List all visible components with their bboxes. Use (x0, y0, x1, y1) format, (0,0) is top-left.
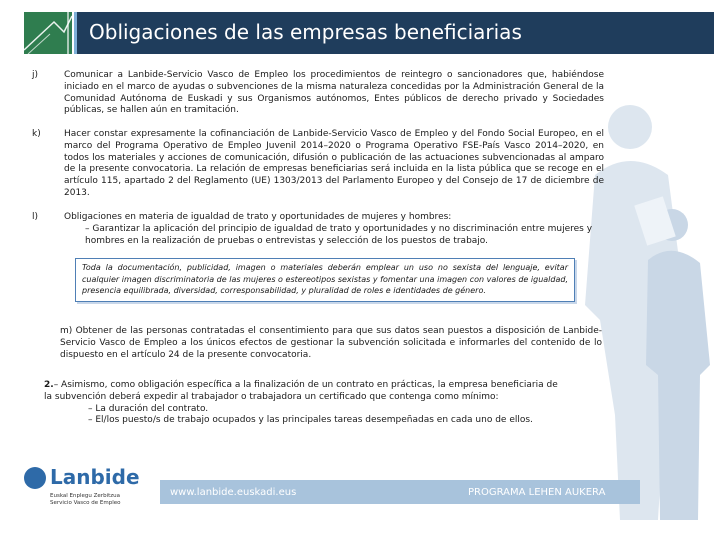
footer-url-link[interactable]: www.lanbide.euskadi.eus (170, 487, 297, 498)
section-2-bullet: – La duración del contrato. (88, 403, 209, 414)
list-item-text: Hacer constar expresamente la cofinanciación de Lanbide-Servicio Vasco de Empleo y del Fondo Social Europeo, en el marco del Programa Operativo de Empleo Juvenil 2014–2020 o Programa Operativo FSE-País Vasco 2014–2020, en todos los materiales y acciones de comunicación, difusión o publicación de las actuaciones subvencionadas al amparo de la presente convocatoria. La relación de empresas beneficiarias será incluida en la lista pública que se recoge en el artículo 115, apartado 2 del Reglamento (UE) 1303/2013 del Parlamento Europeo y del Consejo de 17 de diciembre de 2013. (64, 129, 604, 198)
list-item-letter: j) (32, 70, 39, 80)
logo-subtitle-line: Euskal Enplegu Zerbitzua (50, 493, 120, 499)
header-bar (74, 12, 714, 54)
lanbide-logo (24, 465, 140, 525)
header-decoration-icon (24, 12, 72, 54)
list-sub-item: – Garantizar la aplicación del principio de igualdad de trato y oportunidades y no discriminación entre mujeres y hombres en la realización de pruebas o entrevistas y selección de los puestos de trabajo. (85, 224, 593, 246)
page-title: Obligaciones de las empresas beneficiarias (89, 20, 522, 44)
section-2-bullet: – El/los puesto/s de trabajo ocupados y las principales tareas desempeñadas en cada uno de ellos. (88, 415, 533, 426)
list-item-letter: l) (32, 212, 39, 222)
list-item-m: m) Obtener de las personas contratadas el consentimiento para que sus datos sean puestos a disposición de Lanbide-Servicio Vasco de Empleo a los únicos efectos de gestionar la subvención solicitada e informarles del contenido de lo dispuesto en el artículo 24 de la presente convocatoria. (60, 326, 602, 360)
list-item-text: Comunicar a Lanbide-Servicio Vasco de Empleo los procedimientos de reintegro o sancionadores que, habiéndose iniciado en el marco de ayudas o subvenciones de la misma naturaleza concedidas por la Administración General de la Comunidad Autónoma de Euskadi y sus Organismos autónomos, Entes públicos de derecho privado y Sociedades públicas, se hallen aún en tramitación. (64, 70, 604, 116)
footer-program-name: PROGRAMA LEHEN AUKERA (468, 487, 606, 498)
equality-note-box: Toda la documentación, publicidad, imagen o materiales deberán emplear un uso no sexista del lenguaje, evitar cualquier imagen discriminatoria de las mujeres o estereotipos sexistas y fomentar una imagen con valores de igualdad, presencia equilibrada, diversidad, corresponsabilidad, y pluralidad de roles e identidades de género. (75, 258, 575, 302)
section-2-number: 2. (44, 380, 54, 390)
section-2 (44, 380, 564, 427)
list-item-letter: k) (32, 129, 41, 139)
lanbide-logo-subtitle (50, 493, 140, 507)
lanbide-logo-word: Lanbide (50, 465, 140, 489)
list-item-text: Obligaciones en materia de igualdad de trato y oportunidades de mujeres y hombres: (64, 212, 452, 222)
logo-subtitle-line: Servicio Vasco de Empleo (50, 500, 121, 506)
section-2-intro (44, 380, 564, 404)
section-2-text: – Asimismo, como obligación específica a la finalización de un contrato en prácticas, la empresa beneficiaria de la subvención deberá expedir al trabajador o trabajadora un certificado que contenga como mínimo: (44, 380, 558, 402)
header-logo-box (24, 12, 72, 54)
slide-header (24, 12, 714, 54)
lanbide-logo-icon (24, 467, 46, 489)
